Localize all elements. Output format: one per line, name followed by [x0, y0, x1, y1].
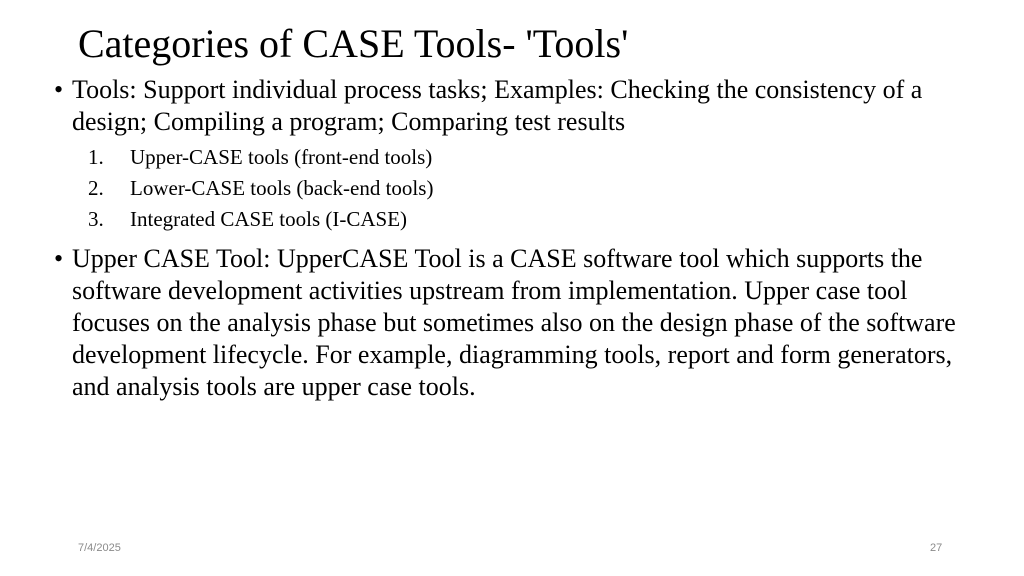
list-number: 1. — [88, 145, 104, 169]
list-number: 3. — [88, 207, 104, 231]
bullet-tools — [50, 74, 980, 138]
list-item — [88, 142, 980, 173]
list-item — [88, 173, 980, 204]
slide-number: 27 — [930, 542, 943, 554]
bullet-marker: • — [54, 244, 64, 273]
slide-title: Categories of CASE Tools- 'Tools' — [78, 21, 629, 66]
slide-content — [50, 74, 980, 403]
list-number: 2. — [88, 176, 104, 200]
bullet-text: Upper CASE Tool: UpperCASE Tool is a CASE software tool which supports the software development activities upstream from implementation. Upper case tool focuses on the analysis phase but sometimes also on the design phase of the software development lifecycle. For example, diagramming tools, report and form generators, and analysis tools are upper case tools. — [72, 244, 956, 401]
bullet-text: Tools: Support individual process tasks; Examples: Checking the consistency of a design; Compiling a program; Comparing test results — [72, 75, 923, 136]
list-item — [88, 204, 980, 235]
numbered-list — [88, 142, 980, 235]
bullet-marker: • — [54, 75, 64, 104]
footer-date: 7/4/2025 — [78, 542, 121, 554]
bullet-upper-case-tool — [50, 243, 980, 403]
list-item-text: Integrated CASE tools (I-CASE) — [130, 207, 408, 231]
list-item-text: Upper-CASE tools (front-end tools) — [130, 145, 433, 169]
list-item-text: Lower-CASE tools (back-end tools) — [130, 176, 434, 200]
